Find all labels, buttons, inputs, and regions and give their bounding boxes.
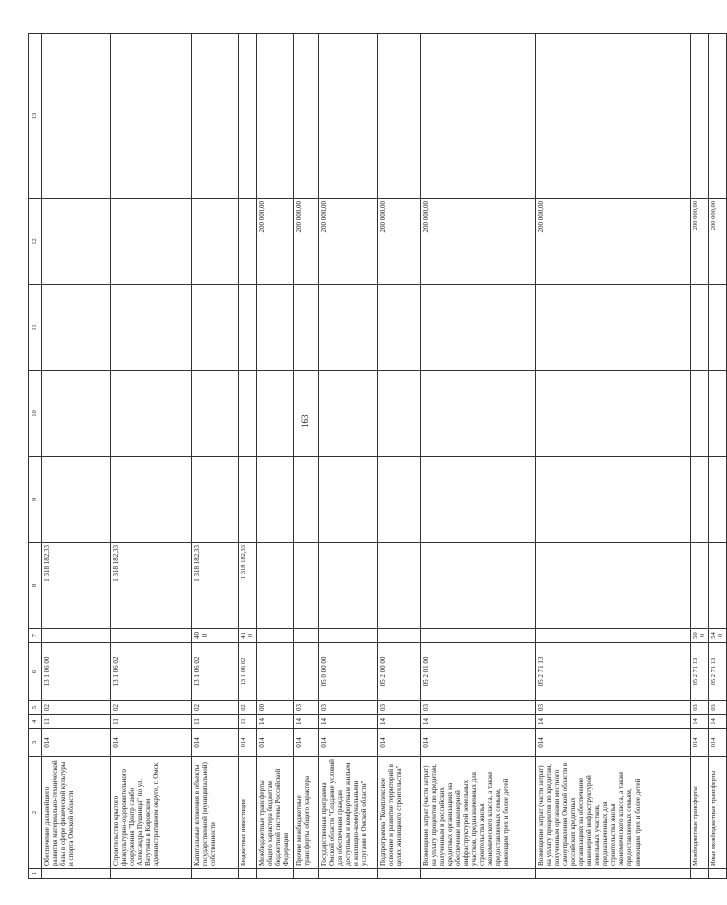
amount-col8-cell (535, 543, 690, 629)
amount-col13-cell (377, 34, 420, 199)
amount-col10-cell (377, 371, 420, 457)
section-code-cell: 11 (42, 715, 111, 729)
row-index-cell (535, 869, 690, 879)
header-cell: 5 (29, 701, 42, 715)
row-index-cell (293, 869, 318, 879)
amount-col8-cell (293, 543, 318, 629)
row-name-cell: Иные межбюджетные трансферты (708, 757, 726, 869)
header-cell: 9 (29, 457, 42, 543)
amount-col10-cell (420, 371, 535, 457)
amount-col12-cell (239, 199, 257, 285)
amount-col10-cell (192, 371, 239, 457)
table-row (690, 34, 708, 879)
article-code-cell: 05 2 71 13 (535, 643, 690, 701)
subsection-code-cell: 00 (256, 701, 293, 715)
header-cell: 11 (29, 285, 42, 371)
subsection-code-cell: 03 (690, 701, 708, 715)
section-code-cell: 11 (111, 715, 192, 729)
amount-col10-cell (318, 371, 377, 457)
amount-col10-cell (256, 371, 293, 457)
amount-col11-cell (535, 285, 690, 371)
ministry-code-cell: 014 (535, 729, 690, 757)
expense-type-cell: 540 (708, 629, 726, 643)
amount-col9-cell (535, 457, 690, 543)
header-cell: 3 (29, 729, 42, 757)
amount-col12-cell (111, 199, 192, 285)
section-code-cell: 14 (420, 715, 535, 729)
header-cell: 2 (29, 757, 42, 869)
amount-col13-cell (318, 34, 377, 199)
ministry-code-cell: 014 (192, 729, 239, 757)
amount-col13-cell (239, 34, 257, 199)
ministry-code-cell: 014 (318, 729, 377, 757)
section-code-cell: 14 (256, 715, 293, 729)
table-row (420, 34, 535, 879)
table-row (42, 34, 111, 879)
subsection-code-cell: 03 (535, 701, 690, 715)
amount-col10-cell (708, 371, 726, 457)
expense-type-cell (318, 629, 377, 643)
article-code-cell: 13 1 06 02 (192, 643, 239, 701)
subsection-code-cell: 03 (420, 701, 535, 715)
article-code-cell: 13 1 06 02 (239, 643, 257, 701)
amount-col10-cell (111, 371, 192, 457)
amount-col9-cell (377, 457, 420, 543)
amount-col8-cell (318, 543, 377, 629)
ministry-code-cell: 014 (111, 729, 192, 757)
row-index-cell (239, 869, 257, 879)
amount-col11-cell (377, 285, 420, 371)
amount-col8-cell: 1 318 182,33 (239, 543, 257, 629)
amount-col13-cell (192, 34, 239, 199)
section-code-cell: 14 (318, 715, 377, 729)
article-code-cell: 13 1 06 02 (111, 643, 192, 701)
amount-col9-cell (256, 457, 293, 543)
section-code-cell: 11 (239, 715, 257, 729)
amount-col10-cell (239, 371, 257, 457)
amount-col11-cell (256, 285, 293, 371)
amount-col8-cell: 1 318 182,33 (192, 543, 239, 629)
section-code-cell: 14 (535, 715, 690, 729)
amount-col10-cell (535, 371, 690, 457)
row-index-cell (192, 869, 239, 879)
amount-col8-cell (690, 543, 708, 629)
ministry-code-cell: 014 (420, 729, 535, 757)
table-row (535, 34, 690, 879)
row-name-cell: Межбюджетные трансферты (690, 757, 708, 869)
amount-col12-cell: 200 000,00 (318, 199, 377, 285)
subsection-code-cell: 02 (239, 701, 257, 715)
amount-col13-cell (256, 34, 293, 199)
amount-col8-cell: 1 318 182,33 (42, 543, 111, 629)
amount-col9-cell (192, 457, 239, 543)
amount-col8-cell (256, 543, 293, 629)
amount-col9-cell (111, 457, 192, 543)
article-code-cell: 05 0 00 00 (318, 643, 377, 701)
article-code-cell: 05 2 71 13 (708, 643, 726, 701)
amount-col11-cell (318, 285, 377, 371)
section-code-cell: 14 (690, 715, 708, 729)
amount-col9-cell (690, 457, 708, 543)
amount-col9-cell (293, 457, 318, 543)
section-code-cell: 14 (293, 715, 318, 729)
subsection-code-cell: 02 (111, 701, 192, 715)
article-code-cell (256, 643, 293, 701)
table-row (293, 34, 318, 879)
subsection-code-cell: 03 (293, 701, 318, 715)
row-name-cell: Обеспечение дальнейшего развития материально-технической базы в сфере физической культуры и спорта Омской области (42, 757, 111, 869)
row-index-cell (256, 869, 293, 879)
amount-col13-cell (111, 34, 192, 199)
section-code-cell: 11 (192, 715, 239, 729)
header-cell: 1 (29, 869, 42, 879)
amount-col12-cell: 200 000,00 (535, 199, 690, 285)
amount-col9-cell (318, 457, 377, 543)
header-cell: 13 (29, 34, 42, 199)
row-name-cell: Возмещение затрат (части затрат) на уплату процентов по кредитам, полученным органами местного самоуправления Омской области в российских кредитных организациях на обеспечение инженерной инфраструктурой земельных участков, предназначенных для строительства жилья экономического класса, а также предоставляемых семьям, имеющим трех и более детей (535, 757, 690, 869)
table-row (377, 34, 420, 879)
amount-col12-cell: 200 000,00 (690, 199, 708, 285)
row-name-cell: Прочие межбюджетные трансферты общего характера (293, 757, 318, 869)
expense-type-cell (293, 629, 318, 643)
table-row (318, 34, 377, 879)
amount-col13-cell (535, 34, 690, 199)
article-code-cell: 05 2 01 00 (420, 643, 535, 701)
amount-col12-cell (192, 199, 239, 285)
row-name-cell: Межбюджетные трансферты общего характера бюджетам бюджетной системы Российской Федерации (256, 757, 293, 869)
table-row (239, 34, 257, 879)
amount-col11-cell (42, 285, 111, 371)
amount-col11-cell (690, 285, 708, 371)
amount-col13-cell (690, 34, 708, 199)
ministry-code-cell: 014 (377, 729, 420, 757)
header-cell: 4 (29, 715, 42, 729)
amount-col12-cell (42, 199, 111, 285)
row-name-cell: Капитальные вложения в объекты государственной (муниципальной) собственности (192, 757, 239, 869)
row-index-cell (377, 869, 420, 879)
budget-table (28, 33, 727, 879)
row-index-cell (708, 869, 726, 879)
expense-type-cell (377, 629, 420, 643)
row-name-cell: Подпрограмма "Комплексное освоение и развитие территорий в целях жилищного строительства" (377, 757, 420, 869)
row-name-cell: Строительство крытого физкультурно-оздоровительного сооружения "Центр самбо Александра Пушница" по ул. Ватутина в Кировском административном округе, г. Омск (111, 757, 192, 869)
amount-col13-cell (293, 34, 318, 199)
amount-col11-cell (192, 285, 239, 371)
row-name-cell: Государственная программа Омской области "Создание условий для обеспечения граждан доступным и комфортным жильем и жилищно-коммунальными услугами в Омской области" (318, 757, 377, 869)
expense-type-cell (256, 629, 293, 643)
table-row (192, 34, 239, 879)
ministry-code-cell: 014 (256, 729, 293, 757)
amount-col8-cell (708, 543, 726, 629)
row-index-cell (318, 869, 377, 879)
article-code-cell: 05 2 00 00 (377, 643, 420, 701)
amount-col12-cell: 200 000,00 (420, 199, 535, 285)
row-name-cell: Возмещение затрат (части затрат) на уплату процентов по кредитам, полученным в российских кредитных организациях на обеспечение инженерной инфраструктурой земельных участков, предназначенных для строительства жилья экономического класса, а также предоставляемых семьям, имеющим трех и более детей (420, 757, 535, 869)
ministry-code-cell: 014 (42, 729, 111, 757)
subsection-code-cell: 03 (318, 701, 377, 715)
table-row (111, 34, 192, 879)
amount-col9-cell (420, 457, 535, 543)
ministry-code-cell: 014 (708, 729, 726, 757)
amount-col8-cell (377, 543, 420, 629)
row-name-cell: Бюджетные инвестиции (239, 757, 257, 869)
section-code-cell: 14 (708, 715, 726, 729)
amount-col11-cell (708, 285, 726, 371)
header-cell: 6 (29, 643, 42, 701)
header-cell: 8 (29, 543, 42, 629)
amount-col11-cell (420, 285, 535, 371)
article-code-cell: 05 2 71 13 (690, 643, 708, 701)
amount-col11-cell (111, 285, 192, 371)
table-row (708, 34, 726, 879)
header-row (29, 34, 42, 879)
amount-col13-cell (42, 34, 111, 199)
expense-type-cell: 400 (192, 629, 239, 643)
ministry-code-cell: 014 (690, 729, 708, 757)
row-index-cell (42, 869, 111, 879)
row-index-cell (111, 869, 192, 879)
subsection-code-cell: 02 (42, 701, 111, 715)
subsection-code-cell: 03 (377, 701, 420, 715)
amount-col10-cell (690, 371, 708, 457)
amount-col10-cell (42, 371, 111, 457)
amount-col11-cell (239, 285, 257, 371)
amount-col9-cell (239, 457, 257, 543)
amount-col13-cell (708, 34, 726, 199)
expense-type-cell: 500 (690, 629, 708, 643)
ministry-code-cell: 014 (293, 729, 318, 757)
row-index-cell (690, 869, 708, 879)
amount-col12-cell: 200 000,00 (708, 199, 726, 285)
row-index-cell (420, 869, 535, 879)
expense-type-cell (42, 629, 111, 643)
amount-col13-cell (420, 34, 535, 199)
amount-col9-cell (708, 457, 726, 543)
rotated-table-wrapper (28, 34, 725, 879)
amount-col12-cell: 200 000,00 (256, 199, 293, 285)
section-code-cell: 14 (377, 715, 420, 729)
amount-col8-cell: 1 318 182,33 (111, 543, 192, 629)
amount-col9-cell (42, 457, 111, 543)
expense-type-cell (535, 629, 690, 643)
expense-type-cell: 410 (239, 629, 257, 643)
amount-col8-cell (420, 543, 535, 629)
header-cell: 10 (29, 371, 42, 457)
expense-type-cell (420, 629, 535, 643)
subsection-code-cell: 02 (192, 701, 239, 715)
table-row (256, 34, 293, 879)
amount-col12-cell: 200 000,00 (377, 199, 420, 285)
header-cell: 7 (29, 629, 42, 643)
amount-col10-cell (293, 371, 318, 457)
page-number: 163 (300, 414, 310, 428)
amount-col11-cell (293, 285, 318, 371)
article-code-cell: 13 1 06 00 (42, 643, 111, 701)
amount-col12-cell: 200 000,00 (293, 199, 318, 285)
subsection-code-cell: 03 (708, 701, 726, 715)
article-code-cell (293, 643, 318, 701)
expense-type-cell (111, 629, 192, 643)
ministry-code-cell: 014 (239, 729, 257, 757)
header-cell: 12 (29, 199, 42, 285)
